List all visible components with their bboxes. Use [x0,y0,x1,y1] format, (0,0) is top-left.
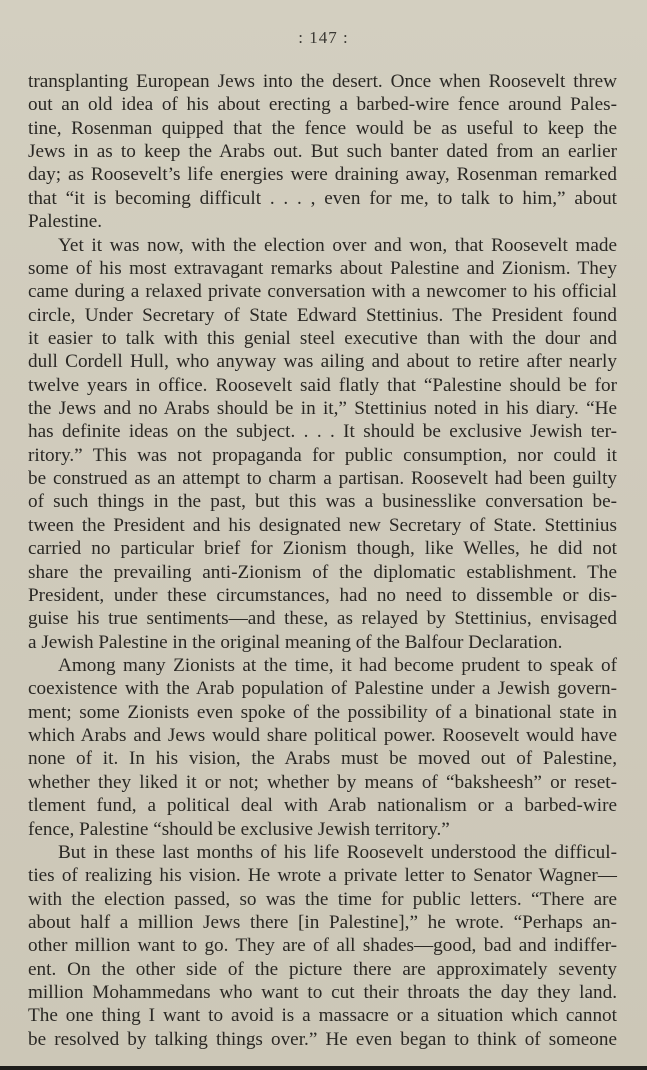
text-line: tine, Rosenman quipped that the fence would be as useful to keep the [28,117,617,139]
text-line: circle, Under Secretary of State Edward Stettinius. The President found [28,304,617,326]
text-line: Palestine. [28,211,103,233]
text-line: coexistence with the Arab population of Palestine under a Jewish govern- [28,678,617,700]
paragraph [28,841,617,1051]
text-line: none of it. In his vision, the Arabs must be moved out of Palestine, [28,748,617,770]
text-line: that “it is becoming difficult . . . , even for me, to talk to him,” about [28,187,617,209]
text-line: twelve years in office. Roosevelt said flatly that “Palestine should be for [28,374,617,396]
text-line: Jews in as to keep the Arabs out. But such banter dated from an earlier [28,141,617,163]
text-line: transplanting European Jews into the desert. Once when Roosevelt threw [28,71,617,92]
text-line: share the prevailing anti-Zionism of the diplomatic establishment. The [28,561,617,583]
text-line: which Arabs and Jews would share political power. Roosevelt would have [28,725,617,747]
text-line: guise his true sentiments—and these, as relayed by Stettinius, envisaged [28,608,617,630]
text-line: tlement fund, a political deal with Arab nationalism or a barbed-wire [28,795,617,817]
text-line: the Jews and no Arabs should be in it,” Stettinius noted in his diary. “He [28,398,617,420]
text-line: fence, Palestine “should be exclusive Jewish territory.” [28,818,450,840]
text-line: dull Cordell Hull, who anyway was ailing and about to retire after nearly [28,351,617,373]
text-line: tween the President and his designated new Secretary of State. Stettinius [28,514,617,536]
text-line: other million want to go. They are of all shades—good, bad and indiffer- [28,935,617,957]
text-line: Among many Zionists at the time, it had become prudent to speak of [58,654,617,676]
paragraph [28,70,617,234]
text-line: it easier to talk with this genial steel executive than with the dour and [28,327,617,349]
text-line: ties of realizing his vision. He wrote a private letter to Senator Wagner— [28,865,617,887]
text-line: whether they liked it or not; whether by means of “baksheesh” or reset- [28,771,617,793]
text-line: But in these last months of his life Roosevelt understood the difficul- [58,841,617,863]
text-line: of such things in the past, but this was a businesslike conversation be- [28,491,617,513]
text-line: ment; some Zionists even spoke of the possibility of a binational state in [28,701,617,723]
text-line: be construed as an attempt to charm a partisan. Roosevelt had been guilty [28,468,617,490]
text-line: has definite ideas on the subject. . . . It should be exclusive Jewish ter- [28,421,617,443]
text-line: about half a million Jews there [in Palestine],” he wrote. “Perhaps an- [28,911,617,933]
text-line: be resolved by talking things over.” He even began to think of someone [28,1028,617,1050]
body-text [28,70,617,1051]
text-line: with the election passed, so was the time for public letters. “There are [28,888,617,910]
text-line: a Jewish Palestine in the original meaning of the Balfour Declaration. [28,631,563,653]
text-line: carried no particular brief for Zionism though, like Welles, he did not [28,538,617,560]
paragraph [28,654,617,841]
text-line: President, under these circumstances, had no need to dissemble or dis- [28,584,617,606]
text-line: out an old idea of his about erecting a barbed-wire fence around Pales- [28,94,617,116]
text-line: The one thing I want to avoid is a massacre or a situation which cannot [28,1005,617,1027]
text-line: Yet it was now, with the election over and won, that Roosevelt made [58,234,617,256]
text-line: million Mohammedans who want to cut their throats the day they land. [28,982,617,1004]
paragraph [28,234,617,654]
text-line: some of his most extravagant remarks about Palestine and Zionism. They [28,257,617,279]
text-line: ent. On the other side of the picture there are approximately seventy [28,958,617,980]
text-line: came during a relaxed private conversation with a newcomer to his official [28,281,617,303]
text-line: ritory.” This was not propaganda for public consumption, nor could it [28,444,617,466]
page-bottom-edge [0,1066,647,1070]
text-line: day; as Roosevelt’s life energies were draining away, Rosenman remarked [28,164,617,186]
page-number: : 147 : [298,28,349,47]
